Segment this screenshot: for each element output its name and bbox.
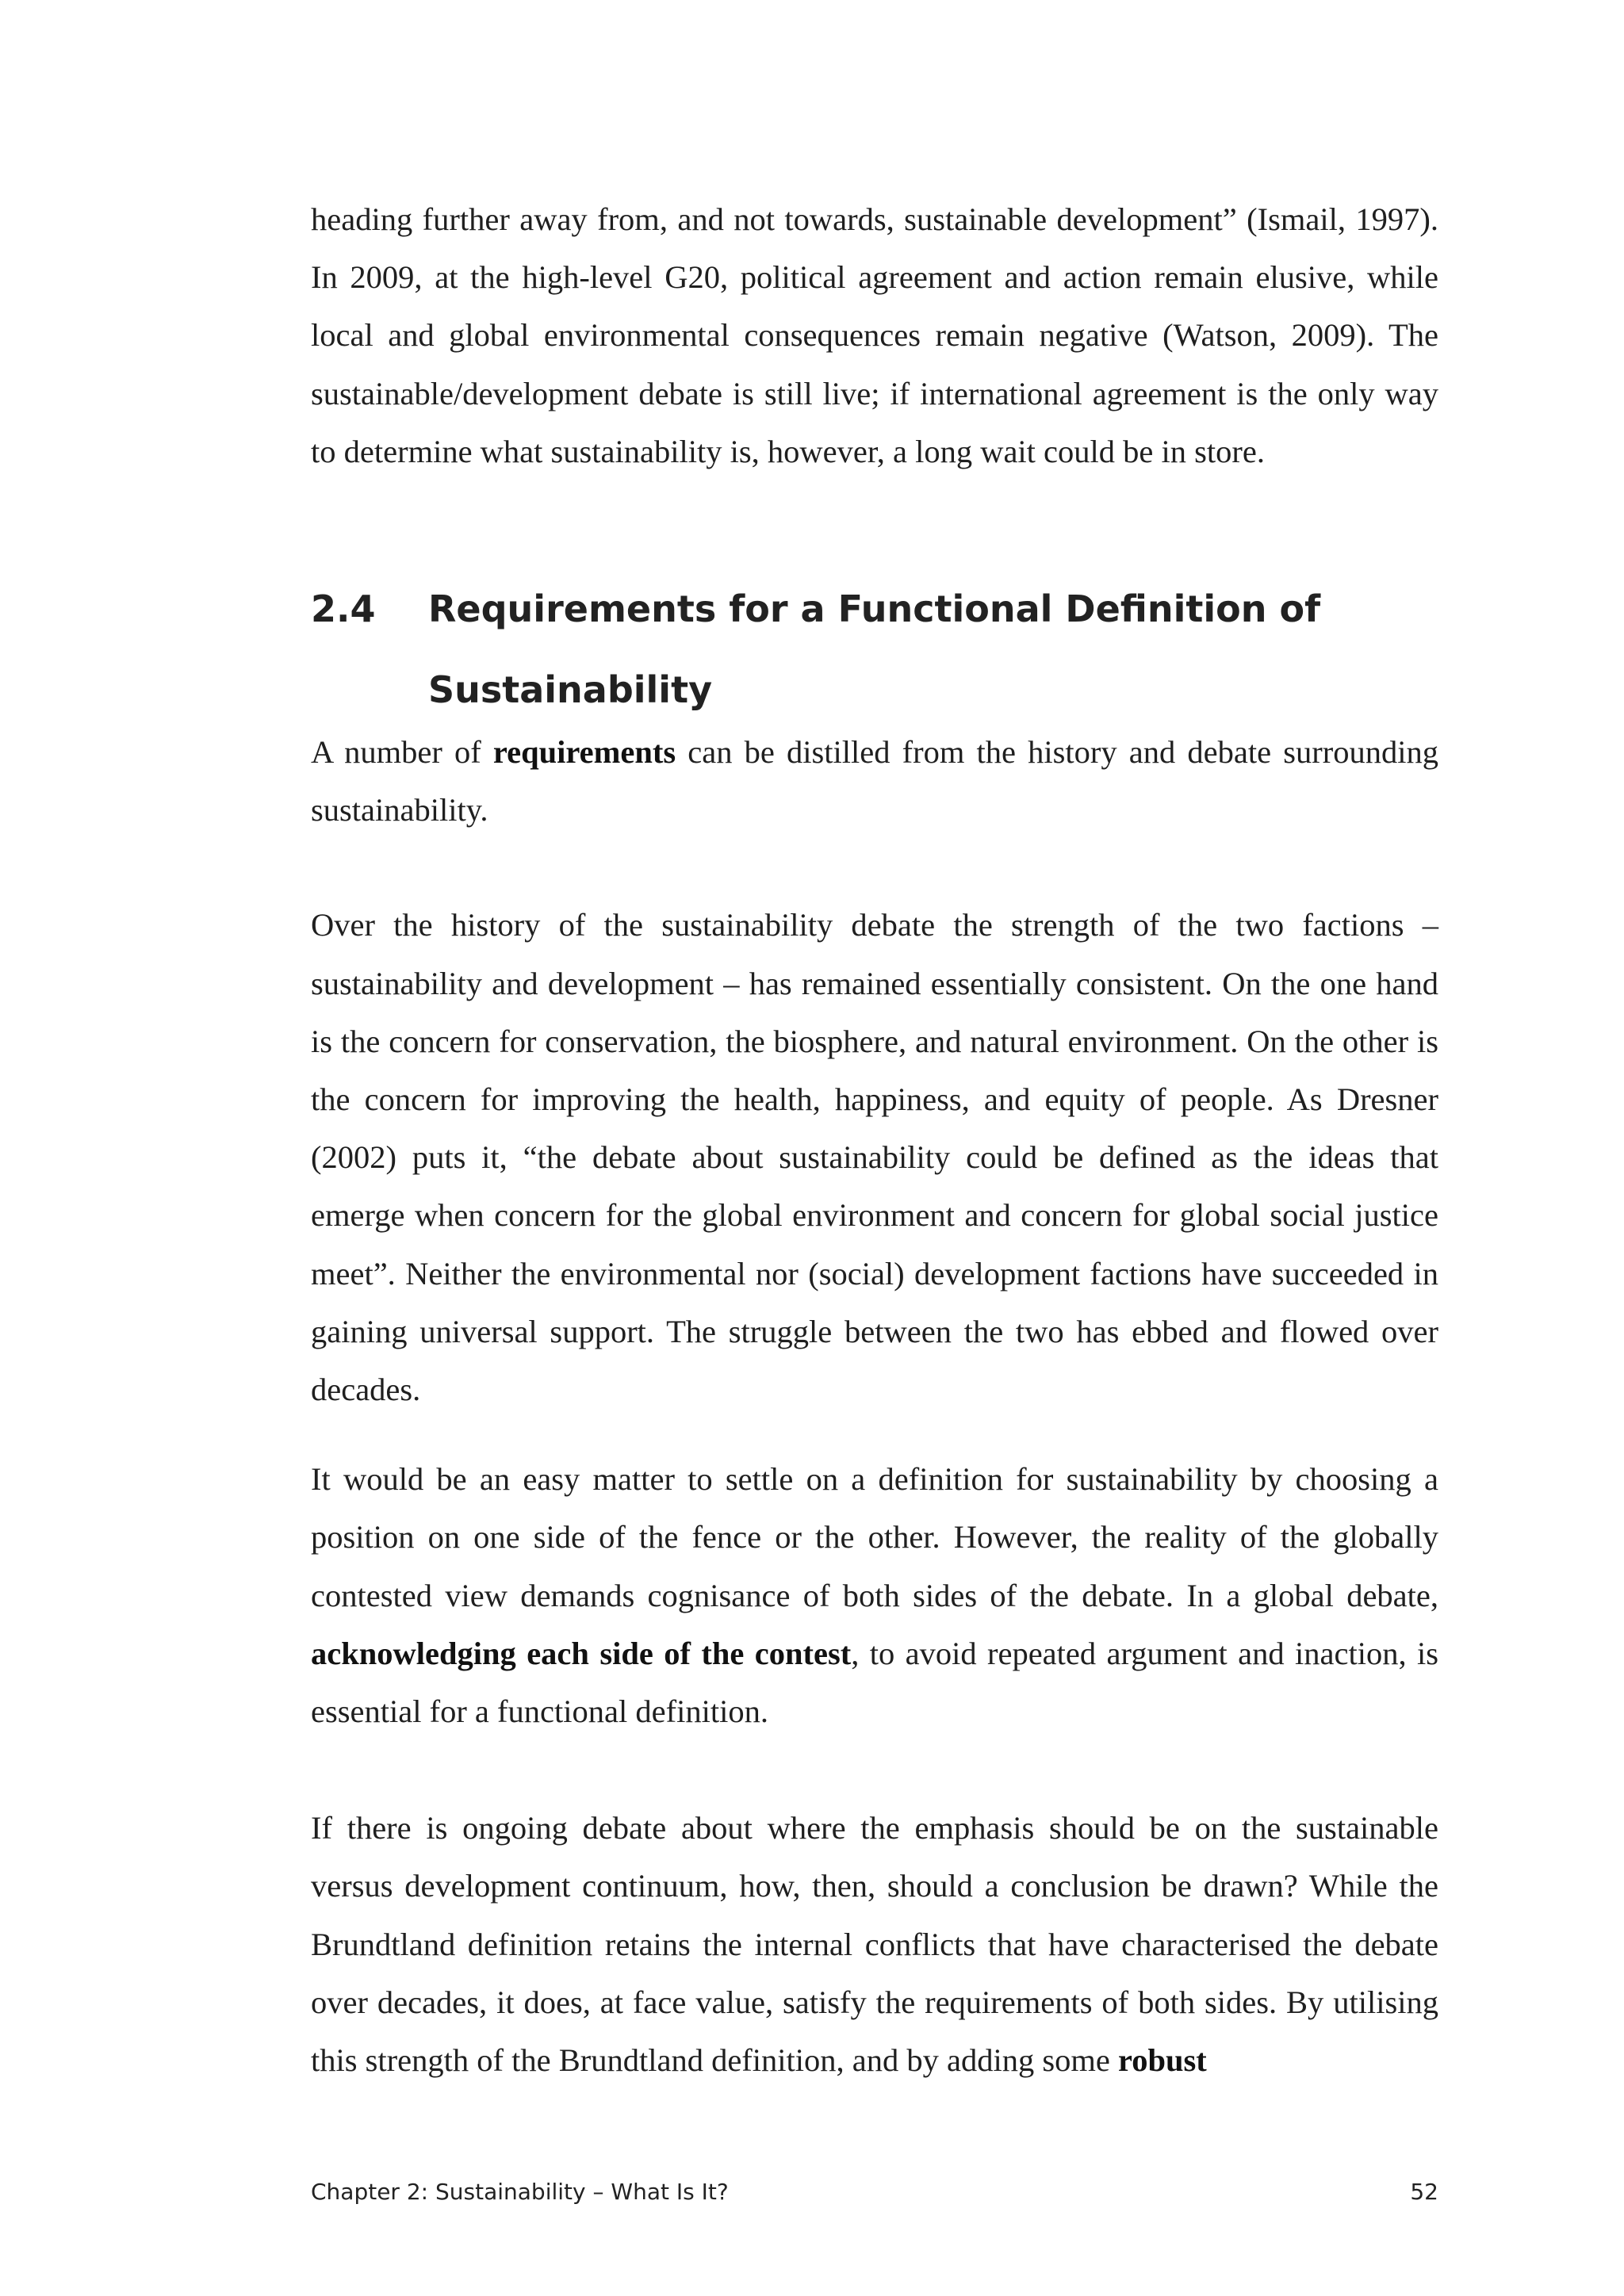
paragraph-continuation: heading further away from, and not towards, sustainable development” (Ismail, 1997). In 2009, at the high-level G20, political agreement and action remain elusive, while local and global environmental consequences remain negative (Watson, 2009). The sustainable/development debate is still live; if international agreement is the only way to determine what sustainability is, however, a long wait could be in store. <box>311 201 1438 469</box>
paragraph-brundtland <box>311 1799 1438 2089</box>
footer-chapter: Chapter 2: Sustainability – What Is It? <box>311 2179 729 2205</box>
text: If there is ongoing debate about where the emphasis should be on the sustainable versus development continuum, how, then, should a conclusion be drawn? While the Brundtland definition retains the internal conflicts that have characterised the debate over decades, it does, at face value, satisfy the requirements of both sides. By utilising this strength of the Brundtland definition, and by adding some <box>311 1810 1438 2079</box>
section-number: 2.4 <box>311 587 376 631</box>
text: , to avoid repeated argument and inaction, is essential for a functional definition. <box>311 1635 1438 1730</box>
page-body <box>311 190 1438 2089</box>
paragraph-history: Over the history of the sustainability debate the strength of the two factions – sustainability and development – has remained essentially consistent. On the one hand is the concern for conservation, the biosphere, and natural environment. On the other is the concern for improving the health, happiness, and equity of people. As Dresner (2002) puts it, “the debate about sustainability could be defined as the ideas that emerge when concern for the global environment and concern for global social justice meet”. Neither the environmental nor (social) development factions have succeeded in gaining universal support. The struggle between the two has ebbed and flowed over decades. <box>311 907 1438 1408</box>
bold-term: acknowledging each side of the contest <box>311 1635 852 1671</box>
paragraph-definition <box>311 1450 1438 1740</box>
page-number: 52 <box>1410 2179 1438 2205</box>
text: It would be an easy matter to settle on a definition for sustainability by choosing a position on one side of the fence or the other. However, the reality of the globally contested view demands cognisance of both sides of the debate. In a global debate, <box>311 1461 1438 1613</box>
section-title-line1: Requirements for a Functional Definition of <box>428 587 1321 631</box>
text: A number of <box>311 734 493 771</box>
section-title-line2: Sustainability <box>428 668 713 712</box>
bold-term: requirements <box>492 734 676 771</box>
section-heading <box>311 560 1438 723</box>
text: can be distilled from the history and debate surrounding sustainability. <box>311 734 1438 828</box>
paragraph-requirements <box>311 723 1438 839</box>
bold-term: robust <box>1117 2042 1207 2079</box>
